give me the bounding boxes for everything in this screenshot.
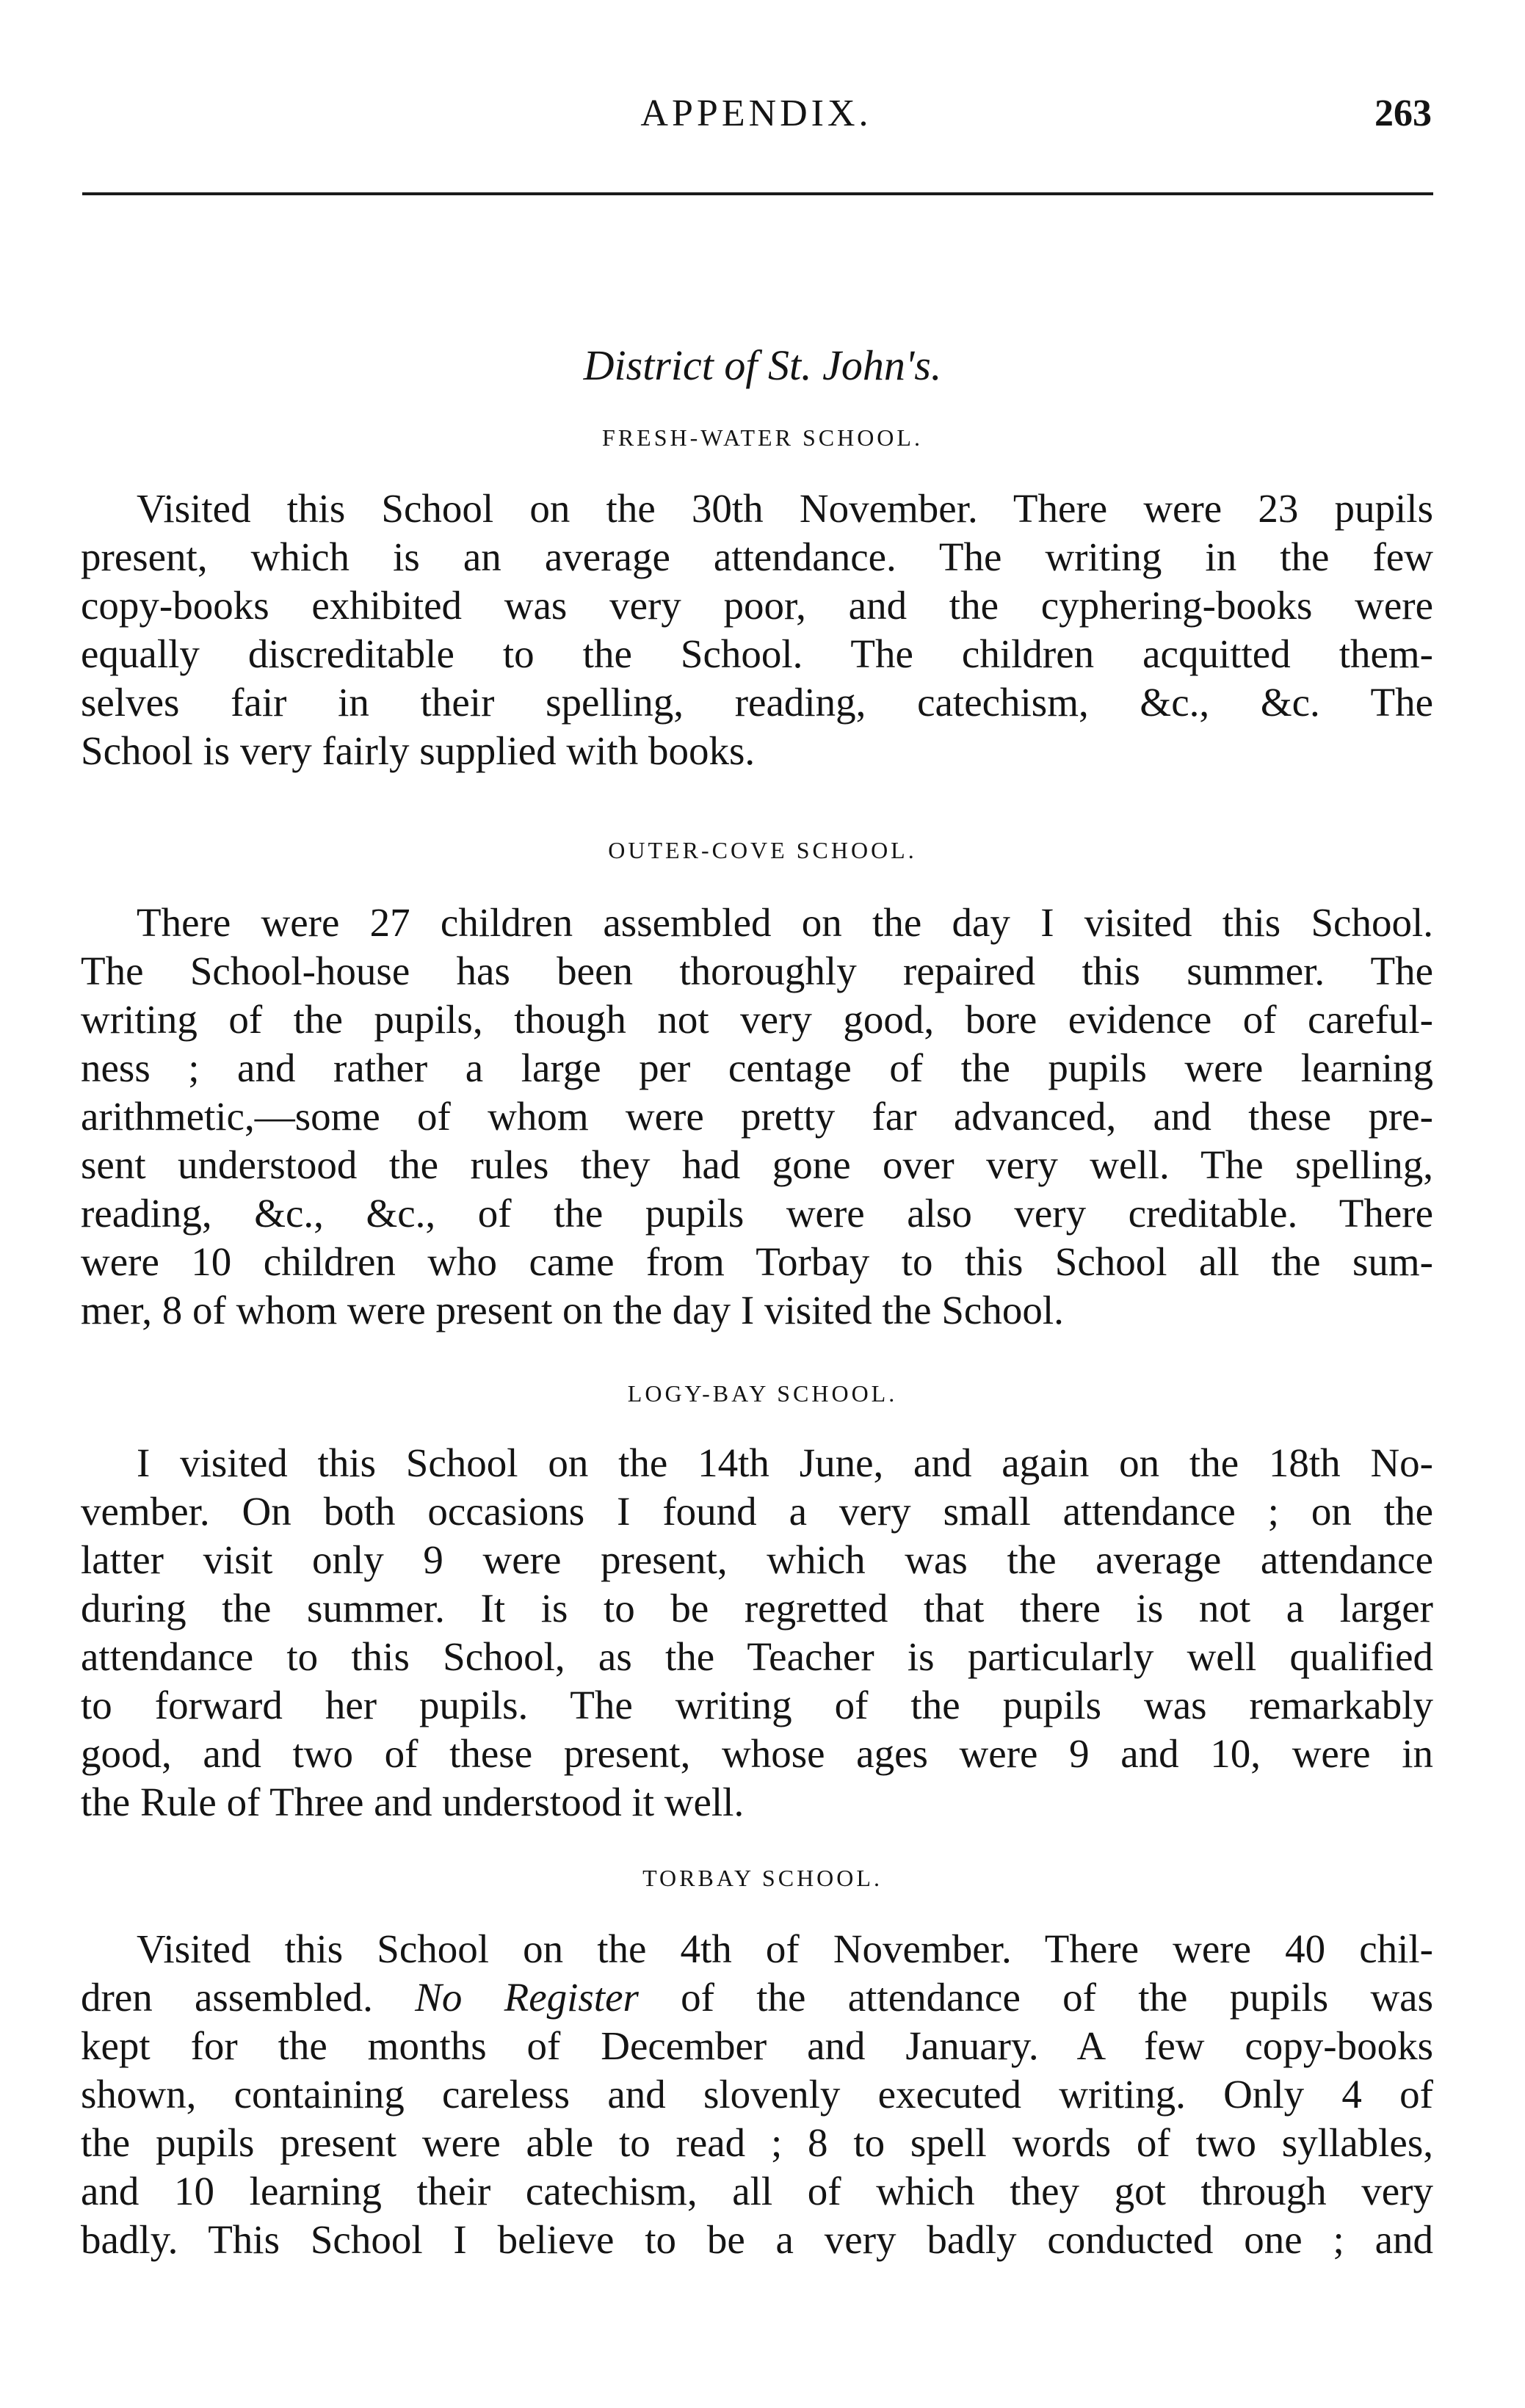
paragraph-line: the pupils present were able to read ; 8 to spell words of two syllables, xyxy=(81,2120,1433,2165)
paragraph-fresh-water xyxy=(81,485,1433,775)
paragraph-line: good, and two of these present, whose ages were 9 and 10, were in xyxy=(81,1731,1433,1776)
paragraph-line xyxy=(81,1973,1433,2022)
paragraph-outer-cove xyxy=(81,899,1433,1335)
paragraph-line: Visited this School on the 30th November. There were 23 pupils xyxy=(137,486,1433,531)
paragraph-line: latter visit only 9 were present, which was the average attendance xyxy=(81,1537,1433,1582)
paragraph-line: vember. On both occasions I found a very small attendance ; on the xyxy=(81,1489,1433,1534)
section-heading-fresh-water: FRESH-WATER SCHOOL. xyxy=(602,424,923,451)
paragraph-line: mer, 8 of whom were present on the day I visited the School. xyxy=(81,1288,1064,1332)
line-segment: dren assembled. xyxy=(81,1975,416,2020)
paragraph-line: Visited this School on the 4th of November. There were 40 chil- xyxy=(137,1926,1433,1971)
paragraph-line: the Rule of Three and understood it well. xyxy=(81,1780,745,1824)
paragraph-line: equally discreditable to the School. The children acquitted them- xyxy=(81,631,1433,676)
paragraph-line: during the summer. It is to be regretted that there is not a larger xyxy=(81,1586,1433,1631)
paragraph-line: reading, &c., &c., of the pupils were also very creditable. There xyxy=(81,1191,1433,1236)
line-segment: of the attendance of the pupils was xyxy=(638,1975,1433,2020)
paragraph-line: to forward her pupils. The writing of the pupils was remarkably xyxy=(81,1683,1433,1727)
running-head xyxy=(81,88,1432,139)
paragraph-line: and 10 learning their catechism, all of which they got through very xyxy=(81,2169,1433,2213)
district-title-of: of xyxy=(724,341,758,389)
district-title-part2: St. John's. xyxy=(757,341,942,389)
paragraph-line: arithmetic,—some of whom were pretty far advanced, and these pre- xyxy=(81,1094,1433,1139)
paragraph-line: I visited this School on the 14th June, and again on the 18th No- xyxy=(137,1440,1433,1485)
header-rule xyxy=(82,192,1433,195)
paragraph-line: present, which is an average attendance. The writing in the few xyxy=(81,534,1433,579)
section-heading-outer-cove: OUTER-COVE SCHOOL. xyxy=(608,837,917,863)
paragraph-line: copy-books exhibited was very poor, and the cyphering-books were xyxy=(81,583,1433,628)
district-title-part1: District xyxy=(583,341,725,389)
section-heading-logy-bay: LOGY-BAY SCHOOL. xyxy=(627,1380,898,1407)
district-title xyxy=(0,336,1525,395)
paragraph-logy-bay xyxy=(81,1439,1433,1827)
paragraph-line: attendance to this School, as the Teacher is particularly well qualified xyxy=(81,1634,1433,1679)
no-register-emphasis: No Register xyxy=(415,1975,639,2020)
page-number: 263 xyxy=(1374,93,1432,134)
paragraph-line: sent understood the rules they had gone over very well. The spelling, xyxy=(81,1142,1433,1187)
paragraph-torbay xyxy=(81,1925,1433,2264)
section-heading-torbay: TORBAY SCHOOL. xyxy=(642,1865,883,1891)
paragraph-line: The School-house has been thoroughly repaired this summer. The xyxy=(81,949,1433,993)
paragraph-line: ness ; and rather a large per centage of the pupils were learning xyxy=(81,1045,1433,1090)
paragraph-line: were 10 children who came from Torbay to this School all the sum- xyxy=(81,1239,1433,1284)
paragraph-line: badly. This School I believe to be a very badly conducted one ; and xyxy=(81,2217,1433,2262)
paragraph-line: selves fair in their spelling, reading, catechism, &c., &c. The xyxy=(81,680,1433,725)
paragraph-line: shown, containing careless and slovenly executed writing. Only 4 of xyxy=(81,2072,1433,2117)
paragraph-line: kept for the months of December and January. A few copy-books xyxy=(81,2023,1433,2068)
running-title: APPENDIX. xyxy=(640,93,872,134)
paragraph-line: School is very fairly supplied with books. xyxy=(81,728,756,773)
paragraph-line: There were 27 children assembled on the day I visited this School. xyxy=(137,900,1433,945)
paragraph-line: writing of the pupils, though not very good, bore evidence of careful- xyxy=(81,997,1433,1042)
